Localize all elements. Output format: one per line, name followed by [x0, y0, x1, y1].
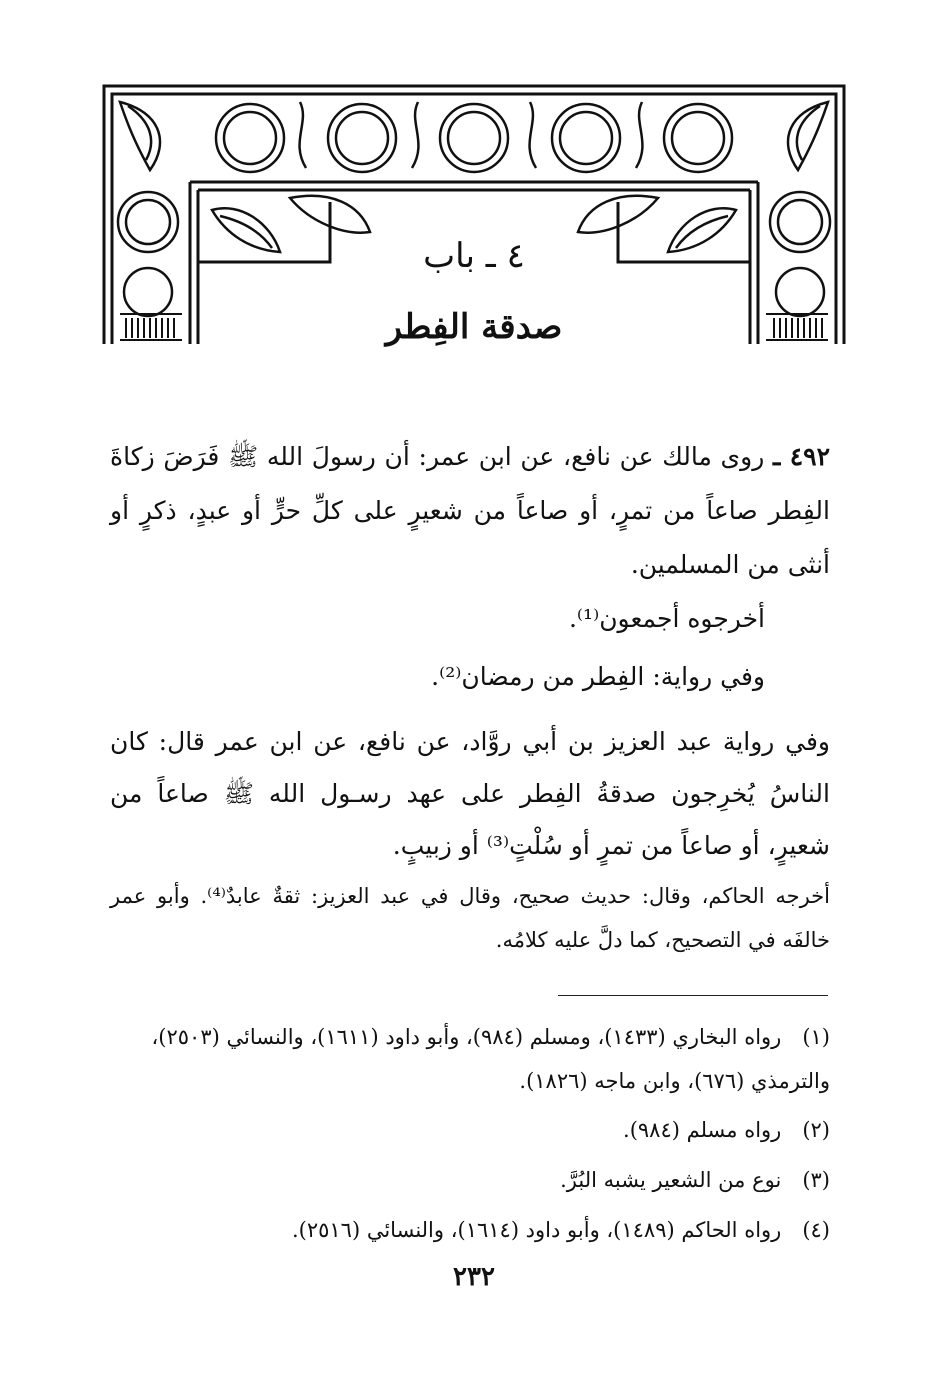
footnote — [110, 1160, 830, 1200]
hadith-text: روى مالك عن نافع، عن ابن عمر: أن رسولَ الله ﷺ فَرَضَ زكاةَ الفِطر صاعاً من تمرٍ، أو صاعاً من شعيرٍ على كلِّ حرٍّ أو عبدٍ، ذكرٍ أو أنثى من المسلمين. — [110, 442, 830, 579]
chapter-label: ٤ ـ باب — [423, 236, 525, 276]
footnote-number: (٣) — [802, 1168, 830, 1192]
footnote — [110, 1210, 830, 1250]
riwaya-line: وفي رواية: الفِطر من رمضان⁽²⁾. — [431, 662, 765, 691]
footnote — [110, 1015, 830, 1103]
footnote — [110, 1110, 830, 1150]
footnote-divider — [558, 995, 828, 996]
footnote-text: نوع من الشعير يشبه البُرَّ. — [560, 1168, 782, 1192]
hadith-number: ٤٩٢ ـ — [772, 442, 831, 471]
footnote-text: رواه مسلم (٩٨٤). — [623, 1118, 782, 1142]
footnote-number: (٢) — [802, 1118, 830, 1142]
footnote-text: رواه البخاري (١٤٣٣)، ومسلم (٩٨٤)، وأبو داود (١٦١١)، والنسائي (٢٥٠٣)، والترمذي (٦٧٦)، وابن ماجه (١٨٢٦). — [151, 1025, 830, 1093]
riwaya-paragraph: وفي رواية عبد العزيز بن أبي روَّاد، عن نافع، عن ابن عمر قال: كان الناسُ يُخرِجون صدقةُ الفِطر على عهد رسـول الله ﷺ صاعاً من شعيرٍ، أو صاعاً من تمرٍ أو سُلْتٍ⁽³⁾ أو زبيبٍ. — [110, 727, 830, 860]
hakim-commentary: أخرجه الحاكم، وقال: حديث صحيح، وقال في عبد العزيز: ثقةٌ عابدٌ⁽⁴⁾. وأبو عمر خالفَه في التصحيح، كما دلَّ عليه كلامُه. — [110, 884, 830, 952]
chapter-title: صدقة الفِطر — [385, 307, 563, 347]
takhrij-line: أخرجوه أجمعون⁽¹⁾. — [568, 604, 765, 633]
footnote-number: (٤) — [802, 1218, 830, 1242]
footnote-text: رواه الحاكم (١٤٨٩)، وأبو داود (١٦١٤)، والنسائي (٢٥١٦). — [291, 1218, 782, 1242]
page-number: ٢٣٢ — [453, 1262, 495, 1292]
footnote-number: (١) — [802, 1025, 830, 1049]
hadith-paragraph — [110, 430, 830, 592]
